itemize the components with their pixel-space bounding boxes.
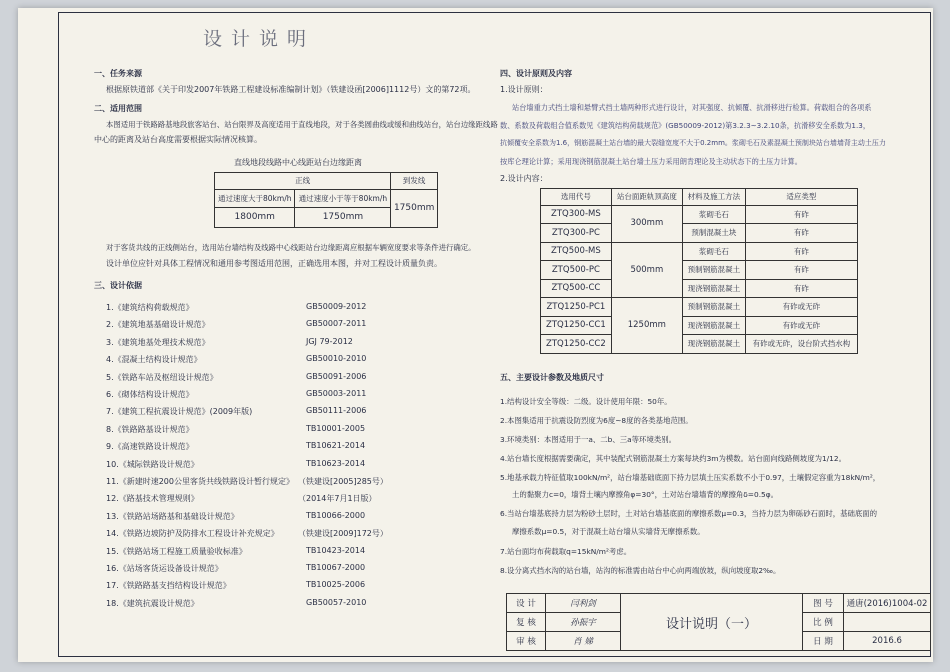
reference-title: 8.《铁路路基设计规范》 <box>106 424 194 434</box>
reference-title: 7.《建筑工程抗震设计规范》(2009年版) <box>106 407 253 417</box>
reference-title: 2.《建筑地基基础设计规范》 <box>106 320 210 330</box>
reference-code: GB50057-2010 <box>306 597 367 607</box>
section-2-heading: 二、适用范围 <box>94 104 142 113</box>
table-cell: 现浇钢筋混凝土 <box>682 335 745 354</box>
reference-code: GB50010-2010 <box>306 354 367 364</box>
reference-title: 1.《建筑结构荷载规范》 <box>106 303 194 312</box>
parameter-item: 1.结构设计安全等级：二级。设计使用年限：50年。 <box>500 397 672 406</box>
parameter-item: 3.环境类别：本图适用于一a、二b、三a等环境类别。 <box>500 435 677 444</box>
table-cell: 正线 <box>215 173 391 190</box>
table-cell: 300mm <box>611 205 682 242</box>
reference-title: 16.《站场客货运设备设计规范》 <box>106 564 223 573</box>
reference-code: GB50007-2011 <box>306 319 367 329</box>
drawing-sheet <box>18 8 933 662</box>
reference-code: TB10025-2006 <box>306 580 366 590</box>
reference-title: 5.《铁路车站及枢纽设计规范》 <box>106 372 218 382</box>
parameter-item: 4.站台墙长度根据需要确定，其中装配式钢筋混凝土方案每块约3m为模数。站台面向线路侧坡度为1/12。 <box>500 454 846 463</box>
design-content-heading: 2.设计内容： <box>500 174 548 183</box>
review-label: 审 核 <box>507 632 546 651</box>
reference-code: JGJ 79-2012 <box>306 336 353 346</box>
table-cell: 有砟 <box>745 224 857 243</box>
table-cell: 通过速度大于80km/h <box>215 190 295 207</box>
date-label: 日 期 <box>803 632 844 651</box>
table-cell: ZTQ500-MS <box>541 242 612 261</box>
table-cell: 浆砌毛石 <box>682 205 745 224</box>
table-cell: 有砟 <box>745 205 857 224</box>
table-cell: 有砟 <box>745 279 857 298</box>
scale-label: 比 例 <box>803 613 844 632</box>
table-cell: 有砟或无砟，设台阶式挡水构 <box>745 335 857 354</box>
parameter-item: 土的黏聚力c=0，墙背土壤内摩擦角φ=30°，土对站台墙墙背的摩擦角δ=0.5φ。 <box>512 490 779 499</box>
reference-code: TB10066-2000 <box>306 510 366 520</box>
reference-code: TB10621-2014 <box>306 441 366 451</box>
table-cell: ZTQ300-MS <box>541 205 612 224</box>
reference-code: GB50009-2012 <box>306 302 367 311</box>
scale-value <box>844 613 931 632</box>
designer-signature: 闫利剑 <box>546 594 621 613</box>
reference-title: 12.《路基技术管理规则》 <box>106 494 199 504</box>
parameter-item: 摩擦系数μ=0.5，对于混凝土站台墙从实墙背无摩擦系数。 <box>512 527 705 536</box>
reference-code: （2014年7月1日版） <box>298 494 377 504</box>
table-cell: 现浇钢筋混凝土 <box>682 279 745 298</box>
table-cell: ZTQ500-CC <box>541 279 612 298</box>
reference-title: 6.《砌体结构设计规范》 <box>106 390 194 399</box>
table-cell: 到发线 <box>391 173 438 190</box>
checker-signature: 孙振宇 <box>546 613 621 632</box>
drawing-no-label: 图 号 <box>803 594 844 613</box>
section-2-note-1: 对于客货共线的正线侧站台，选用站台墙结构及线路中心线距站台边缘距离应根据车辆宽度要求等条件进行确定。 <box>106 243 476 252</box>
table-cell: 预制混凝土块 <box>682 224 745 243</box>
reference-title: 10.《城际铁路设计规范》 <box>106 459 199 469</box>
table-header: 选用代号 <box>541 189 612 206</box>
design-label: 设 计 <box>507 594 546 613</box>
table-cell: 1250mm <box>611 298 682 354</box>
section-2-note-2: 设计单位应针对具体工程情况和通用参考图适用范围，正确选用本图，并对工程设计质量负责。 <box>106 259 442 268</box>
reference-code: GB50111-2006 <box>306 406 367 416</box>
reference-title: 11.《新建时速200公里客货共线铁路设计暂行规定》 <box>106 477 294 486</box>
section-4-heading: 四、设计原则及内容 <box>500 69 572 78</box>
table-cell: 有砟或无砟 <box>745 298 857 317</box>
table-cell: ZTQ500-PC <box>541 261 612 280</box>
parameter-item: 2.本图集适用于抗震设防烈度为6度~8度的各类基地范围。 <box>500 416 693 425</box>
reference-code: GB50003-2011 <box>306 389 367 398</box>
principle-line: 站台墙重力式挡土墙和悬臂式挡土墙两种形式进行设计，对其强度、抗倾覆、抗滑移进行检算。荷载组合的各项系 <box>512 103 872 112</box>
reference-title: 3.《建筑地基处理技术规范》 <box>106 337 210 347</box>
reference-code: GB50091-2006 <box>306 371 367 381</box>
principle-line: 按库仑理论计算；采用现浇钢筋混凝土站台墙土压力采用朗肯理论及主动状态下的土压力计算。 <box>500 157 802 166</box>
section-1-text: 根据原铁道部《关于印发2007年铁路工程建设标准编制计划》（铁建设函[2006]1112号）文的第72项。 <box>106 85 476 94</box>
reference-code: （铁建设[2005]285号） <box>298 477 388 486</box>
drawing-no: 通唐(2016)1004-02 <box>844 594 931 613</box>
principle-line: 数、系数及荷载组合值系数见《建筑结构荷载规范》(GB50009-2012)第3.2.3~3.2.10条，抗滑移安全系数为1.3， <box>500 121 871 130</box>
table-cell: ZTQ300-PC <box>541 224 612 243</box>
table-cell: 现浇钢筋混凝土 <box>682 316 745 335</box>
table-cell: 有砟 <box>745 261 857 280</box>
reference-title: 9.《高速铁路设计规范》 <box>106 442 194 452</box>
reference-code: TB10067-2000 <box>306 563 366 572</box>
table-header: 站台面距轨顶高度 <box>611 189 682 206</box>
reference-code: （铁建设[2009]172号） <box>298 529 388 539</box>
table-cell: ZTQ1250-PC1 <box>541 298 612 317</box>
table-cell: 500mm <box>611 242 682 298</box>
parameter-item: 5.地基承载力特征值取100kN/m²，站台墙基础底面下持力层填土压实系数不小于0.97，土壤假定容重为18kN/m²， <box>500 473 881 482</box>
table-cell: 预制钢筋混凝土 <box>682 261 745 280</box>
section-1-heading: 一、任务来源 <box>94 69 142 78</box>
table-header: 适应类型 <box>745 189 857 206</box>
table-1-title: 直线地段线路中心线距站台边缘距离 <box>234 158 362 167</box>
table-cell: 预制钢筋混凝土 <box>682 298 745 317</box>
reference-title: 15.《铁路站场工程施工质量验收标准》 <box>106 546 247 556</box>
reference-code: TB10623-2014 <box>306 458 366 468</box>
section-2-text-2: 中心的距离及站台高度需要根据实际情况核算。 <box>94 135 262 144</box>
table-cell: 通过速度小于等于80km/h <box>295 190 391 207</box>
distance-table <box>214 172 438 228</box>
table-cell: 1750mm <box>391 190 438 228</box>
table-cell: 有砟 <box>745 242 857 261</box>
reference-title: 14.《铁路边坡防护及防排水工程设计补充规定》 <box>106 529 279 539</box>
reference-title: 18.《建筑抗震设计规范》 <box>106 598 199 608</box>
reference-title: 4.《混凝土结构设计规范》 <box>106 355 202 365</box>
section-3-heading: 三、设计依据 <box>94 281 142 290</box>
table-cell: 浆砌毛石 <box>682 242 745 261</box>
reference-title: 13.《铁路站场路基和基础设计规范》 <box>106 511 239 521</box>
reference-title: 17.《铁路路基支挡结构设计规范》 <box>106 581 231 591</box>
title-block <box>506 593 931 651</box>
page-title: 设计说明 <box>203 28 316 50</box>
check-label: 复 核 <box>507 613 546 632</box>
table-cell: 有砟或无砟 <box>745 316 857 335</box>
reference-code: TB10423-2014 <box>306 545 366 555</box>
parameter-item: 8.设分离式挡水沟的站台墙，站沟的标准需由站台中心向两端放坡，纵向坡度取2‰。 <box>500 566 781 575</box>
date-value: 2016.6 <box>844 632 931 651</box>
drawing-name: 设计说明（一） <box>621 594 803 651</box>
section-2-text-1: 本图适用于铁路路基地段旅客站台、站台限界及高度适用于直线地段，对于各类圆曲线或缓和曲线站台，站台边缘距线路 <box>106 120 498 129</box>
parameter-item: 6.当站台墙基底持力层为粉砂土层时，土对站台墙基底面的摩擦系数μ=0.3，当持力层为卵砾砂石面时，基础底面的 <box>500 509 878 518</box>
parameter-item: 7.站台面均布荷载取q=15kN/m²考虑。 <box>500 547 632 556</box>
reference-code: TB10001-2005 <box>306 423 366 433</box>
principle-line: 抗倾覆安全系数为1.6，钢筋混凝土站台墙的最大裂缝宽度不大于0.2mm。浆砌毛石及素混凝土预制块站台墙墙背主动土压力 <box>500 139 886 147</box>
table-cell: 1750mm <box>295 207 391 227</box>
section-5-heading: 五、主要设计参数及地质尺寸 <box>500 373 604 382</box>
wall-type-table <box>540 188 858 354</box>
table-cell: ZTQ1250-CC1 <box>541 316 612 335</box>
table-header: 材料及施工方法 <box>682 189 745 206</box>
table-cell: 1800mm <box>215 207 295 227</box>
design-principle-heading: 1.设计原则： <box>500 85 548 94</box>
reviewer-signature: 肖 娣 <box>546 632 621 651</box>
table-cell: ZTQ1250-CC2 <box>541 335 612 354</box>
